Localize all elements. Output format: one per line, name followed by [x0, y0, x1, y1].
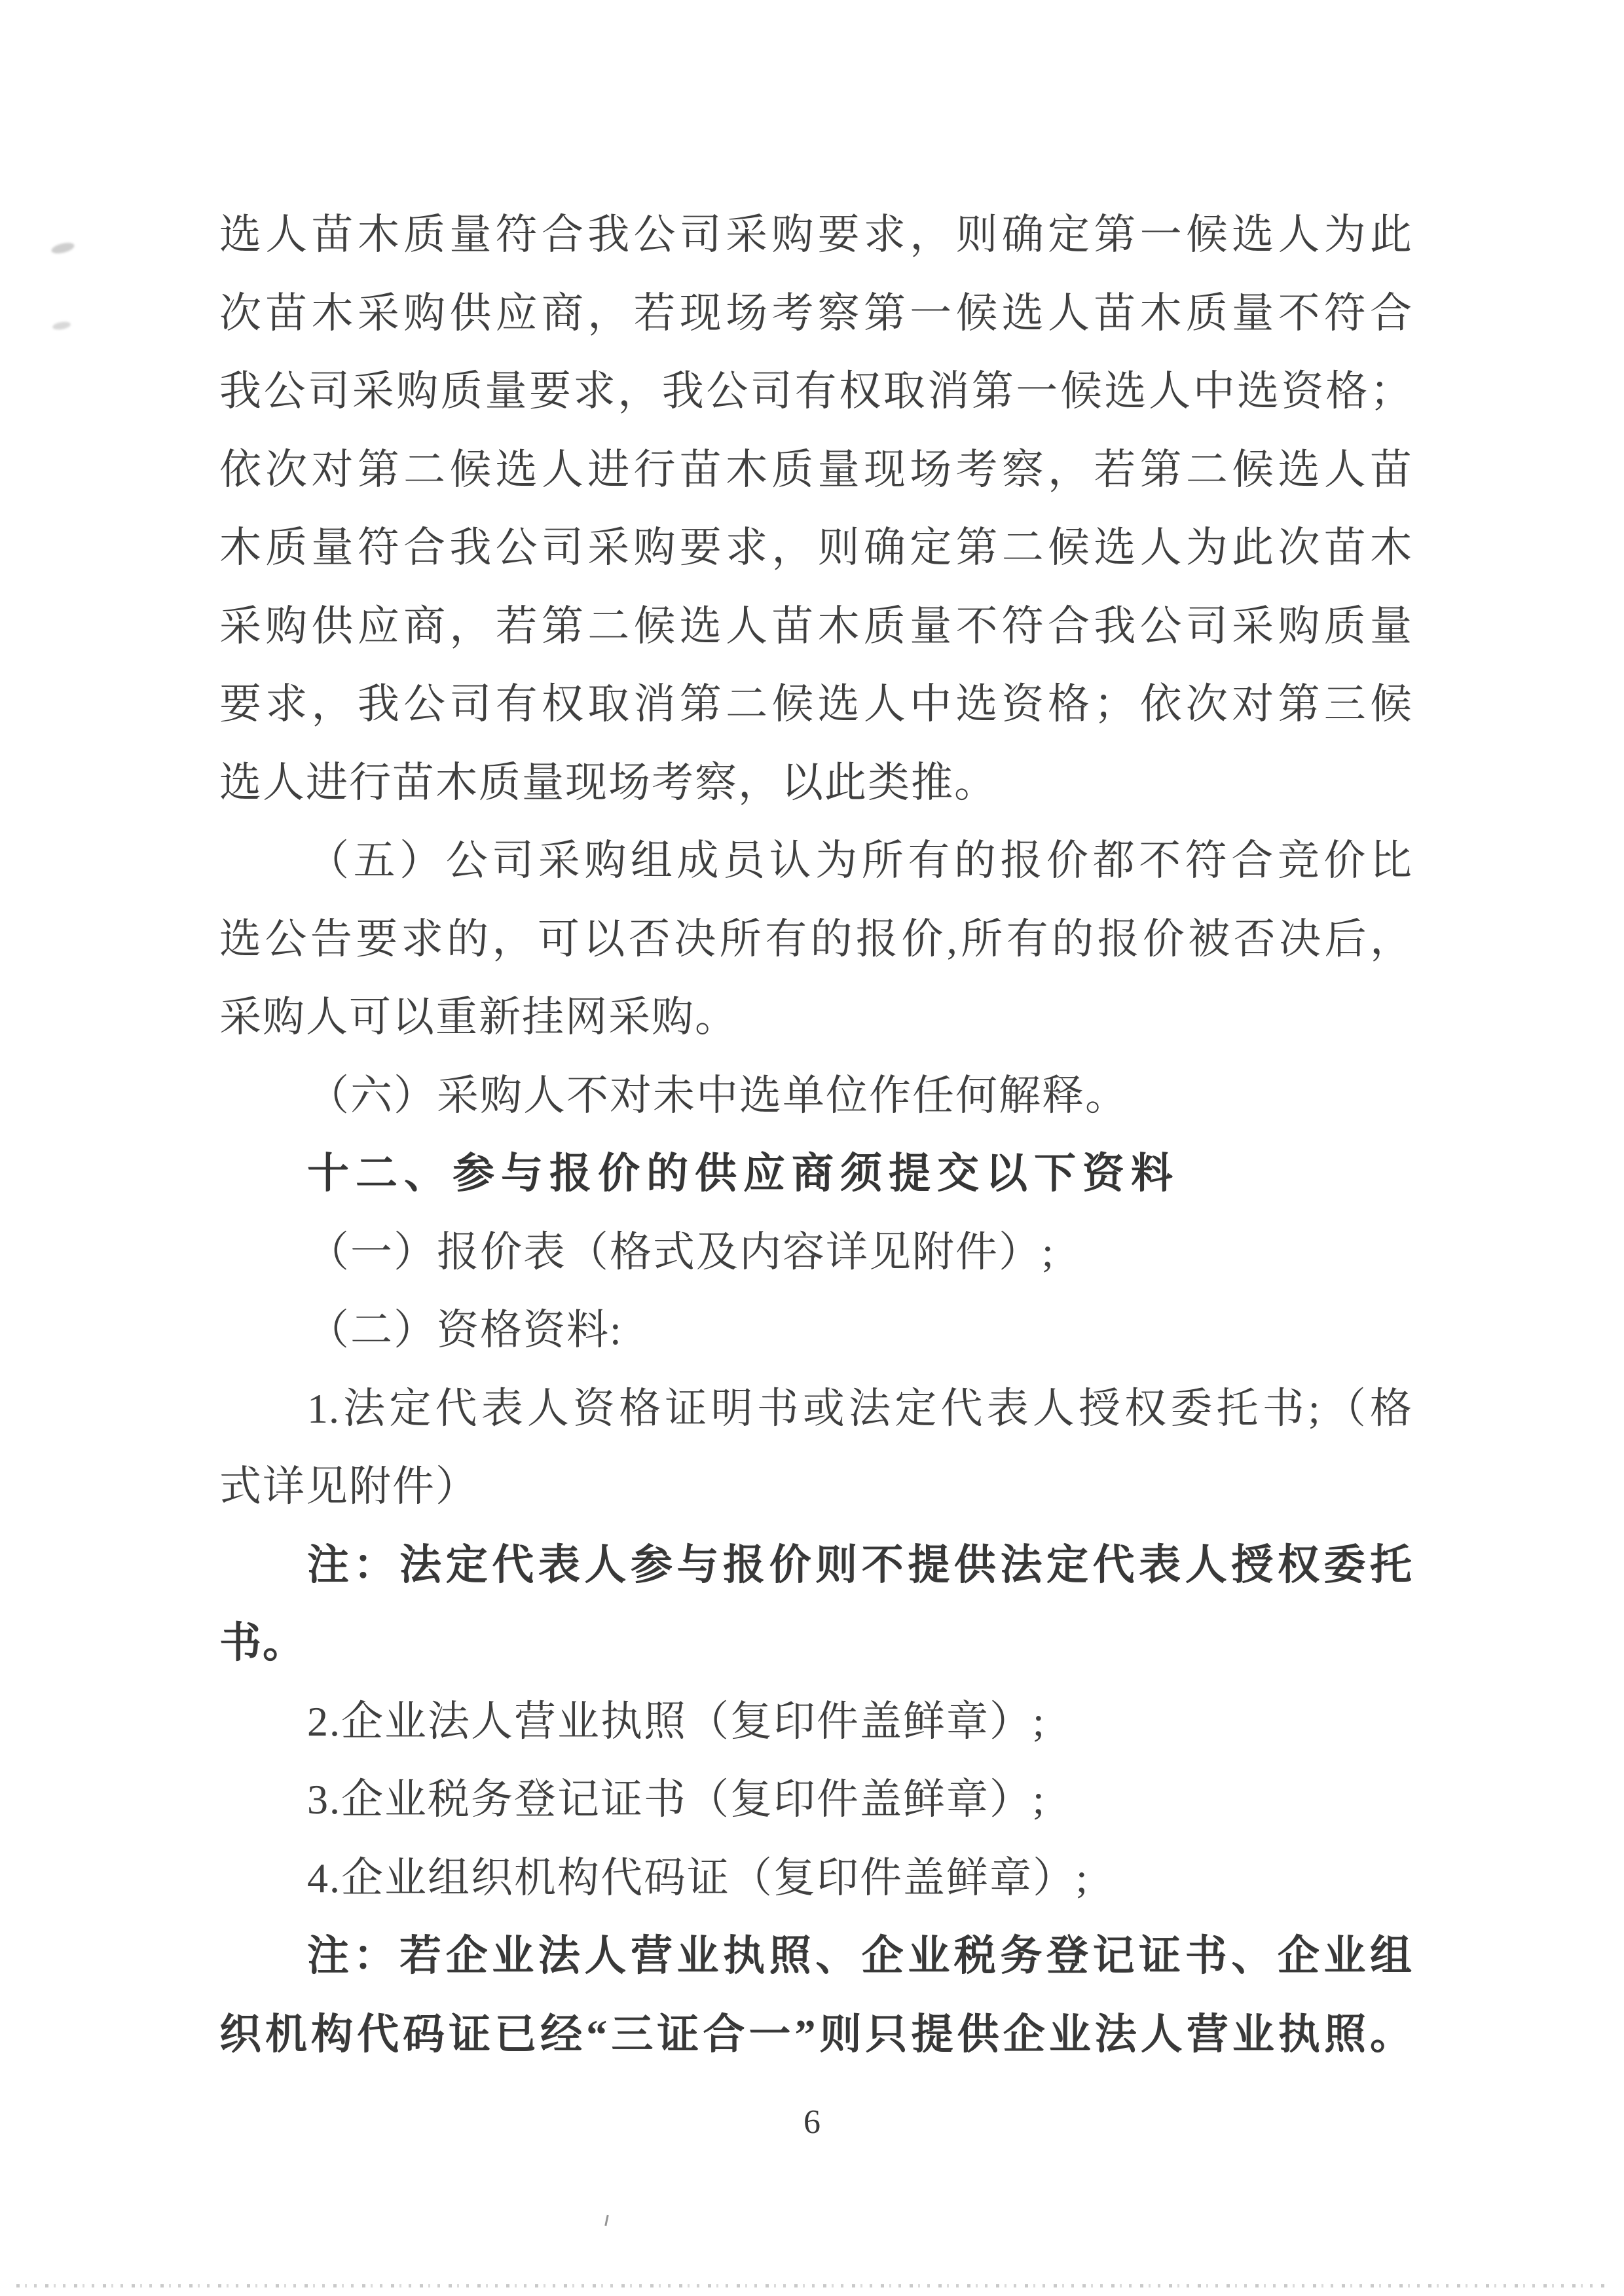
text-line: 式详见附件） — [219, 1463, 479, 1510]
note-line: 书。 — [219, 1620, 306, 1666]
numbered-item-2: 2.企业法人营业执照（复印件盖鲜章）; — [307, 1698, 1046, 1745]
note-line: 注：法定代表人参与报价则不提供法定代表人授权委托 — [307, 1541, 1412, 1588]
text-line: 选人进行苗木质量现场考察，以此类推。 — [219, 759, 997, 806]
scan-stray-mark-artifact — [604, 2215, 608, 2226]
text-line: 次苗木采购供应商，若现场考察第一候选人苗木质量不符合 — [219, 289, 1412, 337]
numbered-item-4: 4.企业组织机构代码证（复印件盖鲜章）; — [307, 1854, 1089, 1901]
list-item-2: （二）资格资料: — [307, 1307, 623, 1353]
list-item-1: （一）报价表（格式及内容详见附件）; — [307, 1228, 1055, 1275]
text-line: 要求，我公司有权取消第二候选人中选资格；依次对第三候 — [219, 681, 1412, 727]
text-line: 木质量符合我公司采购要求，则确定第二候选人为此次苗木 — [219, 524, 1412, 571]
scan-smudge-artifact — [52, 321, 71, 331]
page-number: 6 — [803, 2104, 821, 2141]
note-line: 织机构代码证已经“三证合一”则只提供企业法人营业执照。 — [219, 2011, 1412, 2058]
numbered-item-1: 1.法定代表人资格证明书或法定代表人授权委托书;（格 — [307, 1385, 1412, 1432]
text-line: 选人苗木质量符合我公司采购要求，则确定第一候选人为此 — [219, 211, 1412, 258]
scan-smudge-artifact — [50, 241, 75, 255]
document-body — [219, 196, 1412, 2073]
section-item-6: （六）采购人不对未中选单位作任何解释。 — [307, 1072, 1128, 1119]
text-line: 采购供应商，若第二候选人苗木质量不符合我公司采购质量 — [219, 602, 1412, 649]
text-line: 选公告要求的，可以否决所有的报价,所有的报价被否决后， — [219, 915, 1412, 962]
text-line: 依次对第二候选人进行苗木质量现场考察，若第二候选人苗 — [219, 446, 1412, 493]
section-item-5: （五）公司采购组成员认为所有的报价都不符合竞价比 — [307, 837, 1412, 884]
note-line: 注：若企业法人营业执照、企业税务登记证书、企业组 — [307, 1933, 1412, 1979]
numbered-item-3: 3.企业税务登记证书（复印件盖鲜章）; — [307, 1776, 1046, 1823]
section-heading-12: 十二、参与报价的供应商须提交以下资料 — [307, 1150, 1179, 1197]
scan-edge-speckle-artifact — [16, 2284, 1608, 2287]
text-line: 我公司采购质量要求，我公司有权取消第一候选人中选资格； — [219, 368, 1412, 414]
text-line: 采购人可以重新挂网采购。 — [219, 994, 738, 1040]
